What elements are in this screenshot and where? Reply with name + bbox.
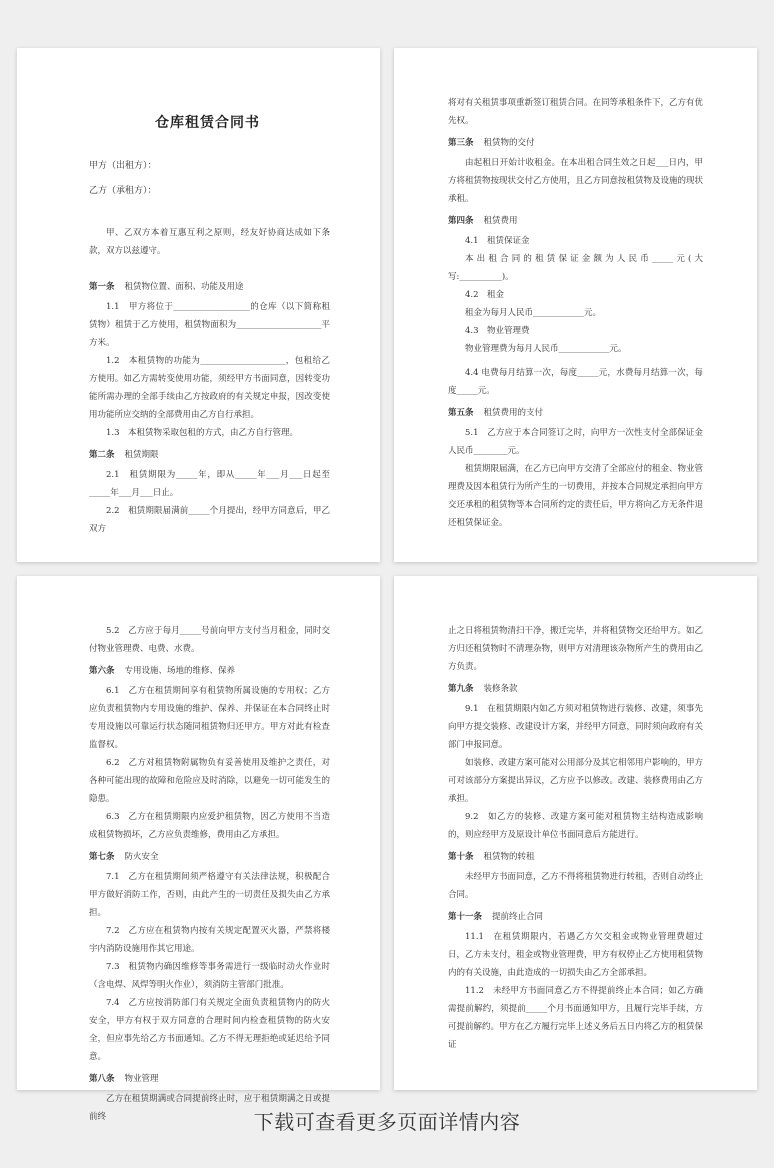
clause-7-3: 7.3 租赁物内确因维修等事务需进行一级临时动火作业时（含电焊、风焊等明火作业），须消防主管部门批准。 [89, 962, 330, 990]
clause-4-2-body: 租金为每月人民币____________元。 [465, 308, 602, 318]
continued-text: 将对有关租赁事项重新签订租赁合同。在同等承租条件下，乙方有优先权。 [448, 98, 704, 126]
clause-1-1: 1.1 甲方将位于__________________的仓库（以下简称租赁物）租赁于乙方使用，租赁物面积为____________________平方米。 [89, 302, 330, 348]
clause-9-1-body: 如装修、改建方案可能对公用部分及其它相邻用户影响的，甲方可对该部分方案提出异议，乙方应予以修改。改建、装修费用由乙方承担。 [448, 758, 704, 804]
clause-5-1: 5.1 乙方应于本合同签订之时，向甲方一次性支付全部保证金人民币________元。 [448, 428, 703, 456]
article-3-heading: 第三条 租赁物的交付 [448, 138, 535, 148]
document-title: 仓库租赁合同书 [155, 115, 260, 131]
article-5-heading: 第五条 租赁费用的支付 [448, 408, 544, 418]
clause-4-1-body: 本出租合同的租赁保证金额为人民币_____元(大写:__________)。 [448, 254, 703, 282]
clause-8: 乙方在租赁期满或合同提前终止时，应于租赁期满之日或提前终 [89, 1094, 330, 1122]
clause-7-1: 7.1 乙方在租赁期间须严格遵守有关法律法规，积极配合甲方做好消防工作，否则，由此产生的一切责任及损失由乙方承担。 [89, 872, 330, 918]
clause-6-1: 6.1 乙方在租赁期间享有租赁物所属设施的专用权；乙方应负责租赁物内专用设施的维护、保养、并保证在本合同终止时专用设施以可靠运行状态随同租赁物归还甲方。甲方对此有检查监督权。 [89, 686, 330, 750]
clause-4-2: 4.2 租金 [465, 290, 505, 300]
article-1-heading: 第一条 租赁物位置、面积、功能及用途 [89, 282, 244, 292]
download-prompt-text[interactable]: 下载可查看更多页面详情内容 [253, 1110, 521, 1134]
clause-9-1: 9.1 在租赁期限内如乙方须对租赁物进行装修、改建，须事先向甲方提交装修、改建设计方案，并经甲方同意，同时须向政府有关部门申报同意。 [448, 704, 704, 750]
article-6-heading: 第六条 专用设施、场地的维修、保养 [89, 666, 236, 676]
party-a-label: 甲方（出租方）： [89, 161, 157, 171]
clause-5-1-body: 租赁期限届满，在乙方已向甲方交清了全部应付的租金、物业管理费及因本租赁行为所产生的一切费用，并按本合同规定承担向甲方交还承租的租赁物等本合同所约定的责任后，甲方将向乙方无条件退还租赁保证金。 [448, 464, 704, 528]
clause-7-4: 7.4 乙方应按消防部门有关规定全面负责租赁物内的防火安全，甲方有权于双方同意的合理时间内检查租赁物的防火安全，但应事先给乙方书面通知。乙方不得无理拒绝或延迟给予同意。 [89, 998, 330, 1062]
clause-5-2: 5.2 乙方应于每月_____号前向甲方支付当月租金，同时交付物业管理费、电费、水费。 [89, 626, 330, 654]
article-10-heading: 第十条 租赁物的转租 [448, 852, 535, 862]
clause-1-2: 1.2 本租赁物的功能为____________________，包租给乙方使用。如乙方需转变使用功能，须经甲方书面同意，因转变功能所需办理的全部手续由乙方按政府的有关规定申报，因改变使用功能所应交纳的全部费用由乙方自行承担。 [89, 356, 330, 420]
document-page-4 [394, 576, 757, 1090]
clause-6-2: 6.2 乙方对租赁物附属物负有妥善使用及维护之责任，对各种可能出现的故障和危险应及时消除，以避免一切可能发生的隐患。 [89, 758, 330, 804]
clause-7-2: 7.2 乙方应在租赁物内按有关规定配置灭火器，严禁将楼宇内消防设施用作其它用途。 [89, 926, 330, 954]
clause-4-3-body: 物业管理费为每月人民币____________元。 [465, 344, 627, 354]
article-2-heading: 第二条 租赁期限 [89, 450, 159, 460]
clause-9-2: 9.2 如乙方的装修、改建方案可能对租赁物主结构造成影响的，则应经甲方及原设计单位书面同意后方能进行。 [448, 812, 703, 840]
document-page-2 [394, 48, 757, 562]
intro-paragraph: 甲、乙双方本着互惠互利之原则，经友好协商达成如下条款，双方以兹遵守。 [89, 228, 330, 256]
party-b-label: 乙方（承租方）： [89, 186, 157, 196]
clause-10: 未经甲方书面同意，乙方不得将租赁物进行转租，否则自动终止合同。 [448, 872, 704, 900]
article-7-heading: 第七条 防火安全 [89, 852, 159, 862]
article-11-heading: 第十一条 提前终止合同 [448, 912, 544, 922]
clause-4-1: 4.1 租赁保证金 [465, 236, 530, 246]
clause-4-4: 4.4 电费每月结算一次，每度_____元，水费每月结算一次，每度_____元。 [448, 368, 703, 396]
article-9-heading: 第九条 装修条款 [448, 684, 518, 694]
clause-2-1: 2.1 租赁期限为_____年，即从_____年___月___日起至_____年___月___日止。 [89, 470, 330, 498]
document-page-1 [17, 48, 380, 562]
clause-1-3: 1.3 本租赁物采取包租的方式，由乙方自行管理。 [106, 428, 299, 438]
continued-text: 止之日将租赁物清扫干净，搬迁完毕，并将租赁物交还给甲方。如乙方归还租赁物时不清理杂物，则甲方对清理该杂物所产生的费用由乙方负责。 [448, 626, 704, 672]
clause-6-3: 6.3 乙方在租赁期限内应爱护租赁物，因乙方使用不当造成租赁物损坏，乙方应负责维修，费用由乙方承担。 [89, 812, 330, 840]
clause-2-2: 2.2 租赁期限届满前_____个月提出，经甲方同意后，甲乙双方 [89, 506, 330, 534]
clause-11-2: 11.2 未经甲方书面同意乙方不得提前终止本合同；如乙方确需提前解约，须提前_____个月书面通知甲方，且履行完毕手续，方可提前解约。甲方在乙方履行完毕上述义务后五日内将乙方的租赁保证 [448, 986, 704, 1050]
clause-4-3: 4.3 物业管理费 [465, 326, 530, 336]
document-page-3 [17, 576, 380, 1122]
clause-11-1: 11.1 在租赁期限内，若遇乙方欠交租金或物业管理费超过日，乙方未支付，租金或物业管理费，甲方有权停止乙方使用租赁物内的有关设施，由此造成的一切损失由乙方全部承担。 [448, 932, 704, 978]
article-8-heading: 第八条 物业管理 [89, 1074, 159, 1084]
article-4-heading: 第四条 租赁费用 [448, 216, 518, 226]
clause-3: 由起租日开始计收租金。在本出租合同生效之日起___日内，甲方将租赁物按现状交付乙方使用，且乙方同意按租赁物及设施的现状承租。 [448, 158, 704, 204]
